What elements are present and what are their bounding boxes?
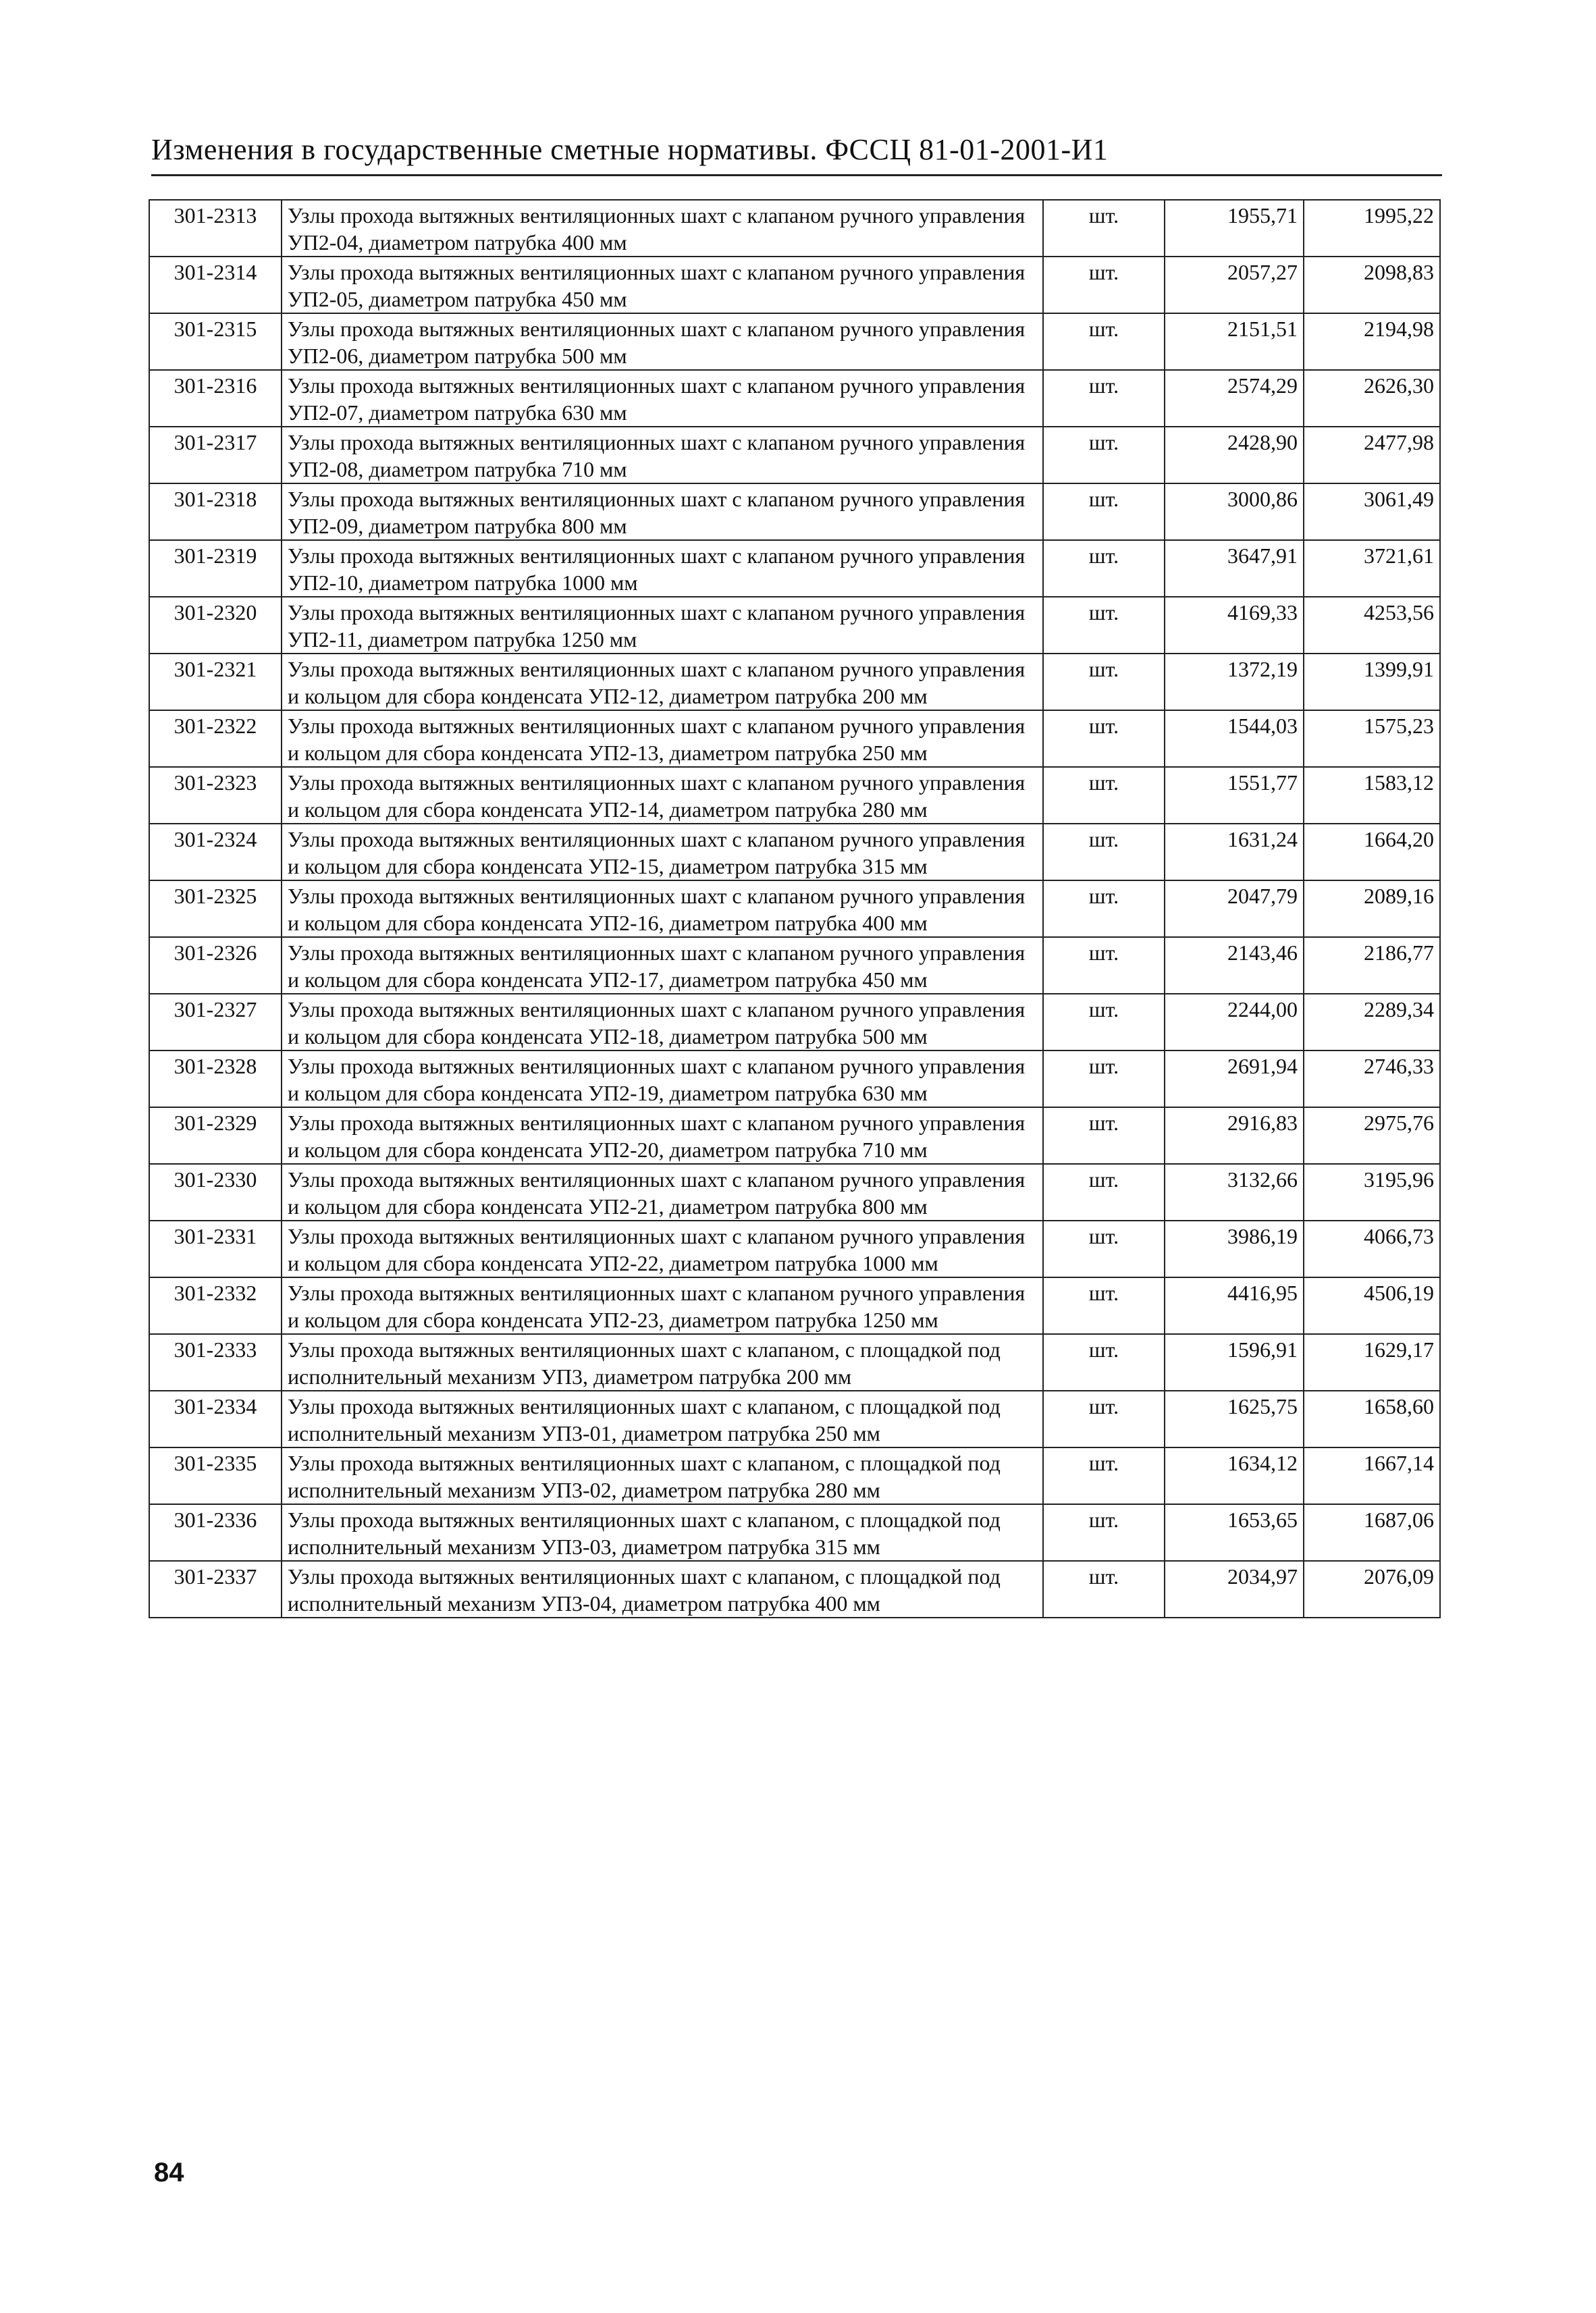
price-table — [149, 199, 1441, 1618]
price-cell: 1664,20 — [1304, 824, 1440, 880]
code-cell: 301-2317 — [149, 427, 282, 483]
unit-cell: шт. — [1043, 483, 1165, 540]
unit-cell: шт. — [1043, 937, 1165, 994]
description-cell: Узлы прохода вытяжных вентиляционных шахт с клапаном ручного управления УП2-06, диаметром патрубка 500 мм — [282, 313, 1043, 370]
code-cell: 301-2321 — [149, 654, 282, 710]
price-cell: 4169,33 — [1165, 597, 1304, 654]
price-cell: 1658,60 — [1304, 1391, 1440, 1447]
price-cell: 1995,22 — [1304, 200, 1440, 257]
unit-cell: шт. — [1043, 1561, 1165, 1618]
price-cell: 1583,12 — [1304, 767, 1440, 824]
header-divider — [151, 174, 1442, 176]
price-cell: 2057,27 — [1165, 257, 1304, 313]
unit-cell: шт. — [1043, 1334, 1165, 1391]
price-cell: 1372,19 — [1165, 654, 1304, 710]
unit-cell: шт. — [1043, 1221, 1165, 1277]
price-cell: 3195,96 — [1304, 1164, 1440, 1221]
price-cell: 2746,33 — [1304, 1051, 1440, 1107]
table-row — [149, 200, 1440, 257]
price-cell: 2047,79 — [1165, 880, 1304, 937]
price-cell: 2626,30 — [1304, 370, 1440, 427]
code-cell: 301-2314 — [149, 257, 282, 313]
table-row — [149, 370, 1440, 427]
price-cell: 2194,98 — [1304, 313, 1440, 370]
price-cell: 2428,90 — [1165, 427, 1304, 483]
table-row — [149, 1447, 1440, 1504]
description-cell: Узлы прохода вытяжных вентиляционных шахт с клапаном ручного управления и кольцом для сбора конденсата УП2-13, диаметром патрубка 250 мм — [282, 710, 1043, 767]
price-cell: 1667,14 — [1304, 1447, 1440, 1504]
table-row — [149, 1561, 1440, 1618]
price-cell: 4253,56 — [1304, 597, 1440, 654]
table-row — [149, 313, 1440, 370]
description-cell: Узлы прохода вытяжных вентиляционных шахт с клапаном ручного управления и кольцом для сбора конденсата УП2-16, диаметром патрубка 400 мм — [282, 880, 1043, 937]
table-row — [149, 1277, 1440, 1334]
description-cell: Узлы прохода вытяжных вентиляционных шахт с клапаном ручного управления УП2-09, диаметром патрубка 800 мм — [282, 483, 1043, 540]
description-cell: Узлы прохода вытяжных вентиляционных шахт с клапаном ручного управления и кольцом для сбора конденсата УП2-19, диаметром патрубка 630 мм — [282, 1051, 1043, 1107]
description-cell: Узлы прохода вытяжных вентиляционных шахт с клапаном ручного управления и кольцом для сбора конденсата УП2-23, диаметром патрубка 1250 мм — [282, 1277, 1043, 1334]
page-number: 84 — [154, 2158, 184, 2187]
description-cell: Узлы прохода вытяжных вентиляционных шахт с клапаном ручного управления и кольцом для сбора конденсата УП2-15, диаметром патрубка 315 мм — [282, 824, 1043, 880]
description-cell: Узлы прохода вытяжных вентиляционных шахт с клапаном, с площадкой под исполнительный механизм УП3-04, диаметром патрубка 400 мм — [282, 1561, 1043, 1618]
price-table-body — [149, 200, 1440, 1618]
price-cell: 3000,86 — [1165, 483, 1304, 540]
unit-cell: шт. — [1043, 1447, 1165, 1504]
table-row — [149, 427, 1440, 483]
unit-cell: шт. — [1043, 1504, 1165, 1561]
unit-cell: шт. — [1043, 370, 1165, 427]
price-cell: 1544,03 — [1165, 710, 1304, 767]
price-cell: 4066,73 — [1304, 1221, 1440, 1277]
description-cell: Узлы прохода вытяжных вентиляционных шахт с клапаном, с площадкой под исполнительный механизм УП3-02, диаметром патрубка 280 мм — [282, 1447, 1043, 1504]
code-cell: 301-2334 — [149, 1391, 282, 1447]
unit-cell: шт. — [1043, 710, 1165, 767]
unit-cell: шт. — [1043, 767, 1165, 824]
description-cell: Узлы прохода вытяжных вентиляционных шахт с клапаном ручного управления УП2-05, диаметром патрубка 450 мм — [282, 257, 1043, 313]
table-row — [149, 1221, 1440, 1277]
price-cell: 2975,76 — [1304, 1107, 1440, 1164]
table-row — [149, 880, 1440, 937]
price-cell: 2574,29 — [1165, 370, 1304, 427]
price-cell: 2186,77 — [1304, 937, 1440, 994]
unit-cell: шт. — [1043, 824, 1165, 880]
price-cell: 1653,65 — [1165, 1504, 1304, 1561]
code-cell: 301-2319 — [149, 540, 282, 597]
price-cell: 3061,49 — [1304, 483, 1440, 540]
price-cell: 1551,77 — [1165, 767, 1304, 824]
table-row — [149, 994, 1440, 1051]
price-cell: 1575,23 — [1304, 710, 1440, 767]
page-header-title: Изменения в государственные сметные нормативы. ФССЦ 81-01-2001-И1 — [151, 133, 1109, 166]
price-cell: 2691,94 — [1165, 1051, 1304, 1107]
table-row — [149, 1051, 1440, 1107]
price-cell: 2244,00 — [1165, 994, 1304, 1051]
description-cell: Узлы прохода вытяжных вентиляционных шахт с клапаном ручного управления и кольцом для сбора конденсата УП2-12, диаметром патрубка 200 мм — [282, 654, 1043, 710]
code-cell: 301-2331 — [149, 1221, 282, 1277]
code-cell: 301-2336 — [149, 1504, 282, 1561]
price-cell: 4416,95 — [1165, 1277, 1304, 1334]
code-cell: 301-2316 — [149, 370, 282, 427]
description-cell: Узлы прохода вытяжных вентиляционных шахт с клапаном, с площадкой под исполнительный механизм УП3-01, диаметром патрубка 250 мм — [282, 1391, 1043, 1447]
price-cell: 2089,16 — [1304, 880, 1440, 937]
table-row — [149, 597, 1440, 654]
description-cell: Узлы прохода вытяжных вентиляционных шахт с клапаном ручного управления УП2-10, диаметром патрубка 1000 мм — [282, 540, 1043, 597]
price-cell: 1629,17 — [1304, 1334, 1440, 1391]
unit-cell: шт. — [1043, 200, 1165, 257]
code-cell: 301-2325 — [149, 880, 282, 937]
table-row — [149, 1164, 1440, 1221]
price-cell: 3986,19 — [1165, 1221, 1304, 1277]
table-row — [149, 1107, 1440, 1164]
table-row — [149, 540, 1440, 597]
code-cell: 301-2333 — [149, 1334, 282, 1391]
price-cell: 2151,51 — [1165, 313, 1304, 370]
unit-cell: шт. — [1043, 880, 1165, 937]
table-row — [149, 1334, 1440, 1391]
price-cell: 2289,34 — [1304, 994, 1440, 1051]
price-cell: 1955,71 — [1165, 200, 1304, 257]
description-cell: Узлы прохода вытяжных вентиляционных шахт с клапаном ручного управления и кольцом для сбора конденсата УП2-18, диаметром патрубка 500 мм — [282, 994, 1043, 1051]
unit-cell: шт. — [1043, 1107, 1165, 1164]
table-row — [149, 654, 1440, 710]
price-cell: 1631,24 — [1165, 824, 1304, 880]
code-cell: 301-2330 — [149, 1164, 282, 1221]
description-cell: Узлы прохода вытяжных вентиляционных шахт с клапаном ручного управления УП2-08, диаметром патрубка 710 мм — [282, 427, 1043, 483]
table-row — [149, 1391, 1440, 1447]
unit-cell: шт. — [1043, 257, 1165, 313]
table-row — [149, 937, 1440, 994]
price-cell: 2076,09 — [1304, 1561, 1440, 1618]
unit-cell: шт. — [1043, 1391, 1165, 1447]
price-cell: 2034,97 — [1165, 1561, 1304, 1618]
description-cell: Узлы прохода вытяжных вентиляционных шахт с клапаном ручного управления и кольцом для сбора конденсата УП2-20, диаметром патрубка 710 мм — [282, 1107, 1043, 1164]
unit-cell: шт. — [1043, 427, 1165, 483]
description-cell: Узлы прохода вытяжных вентиляционных шахт с клапаном ручного управления УП2-07, диаметром патрубка 630 мм — [282, 370, 1043, 427]
price-cell: 3132,66 — [1165, 1164, 1304, 1221]
description-cell: Узлы прохода вытяжных вентиляционных шахт с клапаном ручного управления и кольцом для сбора конденсата УП2-22, диаметром патрубка 1000 мм — [282, 1221, 1043, 1277]
unit-cell: шт. — [1043, 1051, 1165, 1107]
code-cell: 301-2320 — [149, 597, 282, 654]
table-row — [149, 483, 1440, 540]
price-cell: 1399,91 — [1304, 654, 1440, 710]
price-cell: 4506,19 — [1304, 1277, 1440, 1334]
code-cell: 301-2335 — [149, 1447, 282, 1504]
table-row — [149, 824, 1440, 880]
code-cell: 301-2327 — [149, 994, 282, 1051]
code-cell: 301-2318 — [149, 483, 282, 540]
unit-cell: шт. — [1043, 313, 1165, 370]
price-cell: 2143,46 — [1165, 937, 1304, 994]
unit-cell: шт. — [1043, 597, 1165, 654]
code-cell: 301-2337 — [149, 1561, 282, 1618]
description-cell: Узлы прохода вытяжных вентиляционных шахт с клапаном, с площадкой под исполнительный механизм УП3, диаметром патрубка 200 мм — [282, 1334, 1043, 1391]
price-cell: 1634,12 — [1165, 1447, 1304, 1504]
code-cell: 301-2323 — [149, 767, 282, 824]
price-cell: 3647,91 — [1165, 540, 1304, 597]
description-cell: Узлы прохода вытяжных вентиляционных шахт с клапаном ручного управления УП2-04, диаметром патрубка 400 мм — [282, 200, 1043, 257]
description-cell: Узлы прохода вытяжных вентиляционных шахт с клапаном ручного управления УП2-11, диаметром патрубка 1250 мм — [282, 597, 1043, 654]
price-cell: 1687,06 — [1304, 1504, 1440, 1561]
price-cell: 2916,83 — [1165, 1107, 1304, 1164]
table-row — [149, 257, 1440, 313]
price-cell: 1596,91 — [1165, 1334, 1304, 1391]
unit-cell: шт. — [1043, 1164, 1165, 1221]
description-cell: Узлы прохода вытяжных вентиляционных шахт с клапаном ручного управления и кольцом для сбора конденсата УП2-21, диаметром патрубка 800 мм — [282, 1164, 1043, 1221]
unit-cell: шт. — [1043, 540, 1165, 597]
price-cell: 1625,75 — [1165, 1391, 1304, 1447]
price-cell: 2098,83 — [1304, 257, 1440, 313]
code-cell: 301-2315 — [149, 313, 282, 370]
price-cell: 2477,98 — [1304, 427, 1440, 483]
unit-cell: шт. — [1043, 1277, 1165, 1334]
code-cell: 301-2328 — [149, 1051, 282, 1107]
table-row — [149, 767, 1440, 824]
description-cell: Узлы прохода вытяжных вентиляционных шахт с клапаном, с площадкой под исполнительный механизм УП3-03, диаметром патрубка 315 мм — [282, 1504, 1043, 1561]
description-cell: Узлы прохода вытяжных вентиляционных шахт с клапаном ручного управления и кольцом для сбора конденсата УП2-14, диаметром патрубка 280 мм — [282, 767, 1043, 824]
unit-cell: шт. — [1043, 994, 1165, 1051]
table-row — [149, 1504, 1440, 1561]
description-cell: Узлы прохода вытяжных вентиляционных шахт с клапаном ручного управления и кольцом для сбора конденсата УП2-17, диаметром патрубка 450 мм — [282, 937, 1043, 994]
code-cell: 301-2322 — [149, 710, 282, 767]
code-cell: 301-2332 — [149, 1277, 282, 1334]
code-cell: 301-2329 — [149, 1107, 282, 1164]
code-cell: 301-2313 — [149, 200, 282, 257]
price-cell: 3721,61 — [1304, 540, 1440, 597]
table-row — [149, 710, 1440, 767]
unit-cell: шт. — [1043, 654, 1165, 710]
code-cell: 301-2326 — [149, 937, 282, 994]
code-cell: 301-2324 — [149, 824, 282, 880]
